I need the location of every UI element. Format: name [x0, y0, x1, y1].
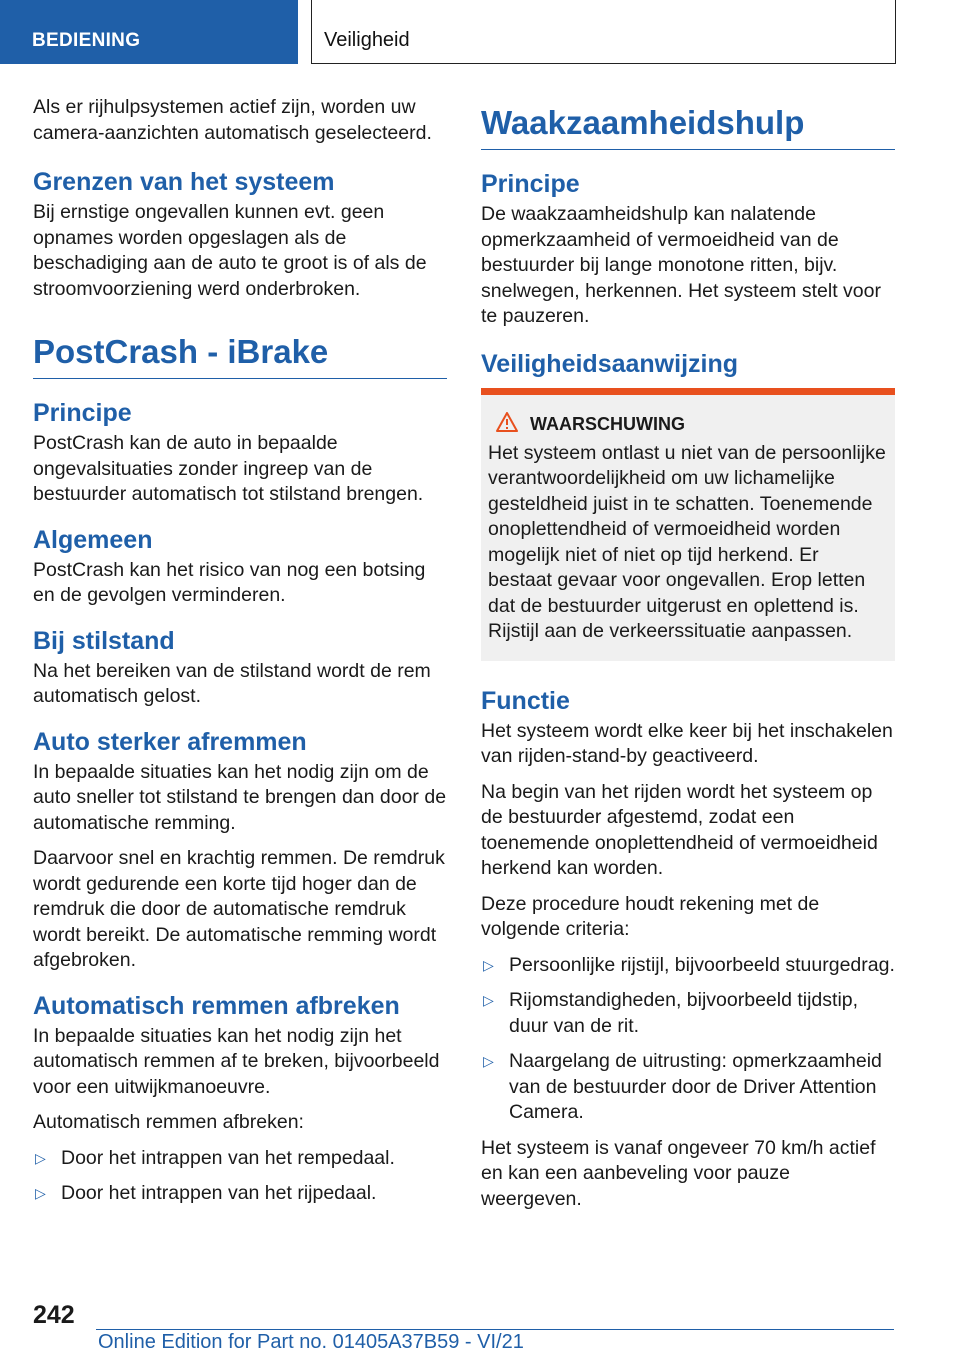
section-label: BEDIENING: [32, 30, 141, 51]
function-paragraph-3: Deze procedure houdt rekening met de volgende criteria:: [481, 892, 820, 940]
function-paragraph-2: Na begin van het rijden wordt het systeem op de bestuurder afgestemd, zodat een toenemende onoplettendheid of vermoeidheid herkend kan worden.: [481, 780, 878, 879]
criteria-list: [481, 953, 895, 1126]
list-item: ▷ Rijomstandigheden, bijvoorbeeld tijdstip, duur van de rit.: [483, 989, 859, 1037]
right-column: [481, 95, 895, 1222]
footer-rule: [96, 1329, 894, 1330]
warning-label: WAARSCHUWING: [530, 413, 685, 434]
warning-header: [488, 411, 887, 437]
triangle-right-outline-icon: ▷: [483, 992, 494, 1008]
list-item: ▷ Naargelang de uitrusting: opmerkzaamheid van de bestuurder door de Driver Attention Camera.: [483, 1050, 882, 1123]
triangle-right-outline-icon: ▷: [35, 1185, 46, 1201]
triangle-right-outline-icon: ▷: [483, 956, 494, 973]
function-paragraph-4: Het systeem is vanaf ongeveer 70 km/h actief en kan een aanbeveling voor pauze weergeven.: [481, 1136, 876, 1210]
limits-heading: Grenzen van het systeem: [33, 168, 335, 196]
principle-paragraph: PostCrash kan de auto in bepaalde ongevalsituaties zonder ingreep van de bestuurder automatisch tot stilstand brengen.: [33, 432, 424, 505]
abort-heading: Automatisch remmen afbreken: [33, 991, 400, 1020]
warning-text: Het systeem ontlast u niet van de persoonlijke verantwoordelijkheid om uw lichamelijke gesteldheid juist in te schatten. Toenemende onoplettendheid of vermoeidheid worden mogelijk niet of niet op tijd herkend. Er bestaat gevaar voor ongevallen. Erop letten dat de bestuurder uitgerust en oplettend is. Rijstijl aan de verkeerssituatie aanpassen.: [488, 441, 886, 642]
brake-harder-paragraph-2: Daarvoor snel en krachtig remmen. De remdruk wordt gedurende een korte tijd hoger dan de remdruk die door de automatische remdruk wordt bereikt. De automatische remming wordt afgebroken.: [33, 847, 445, 971]
brake-harder-heading: Auto sterker afremmen: [33, 727, 307, 756]
function-heading: Functie: [481, 686, 570, 715]
list-item: ▷ Door het intrappen van het rempedaal.: [33, 1146, 447, 1172]
postcrash-title-rule: [33, 378, 447, 379]
abort-list: [33, 1146, 447, 1207]
list-item: ▷ Door het intrappen van het rijpedaal.: [33, 1181, 447, 1207]
abort-paragraph-2: Automatisch remmen afbreken:: [33, 1111, 304, 1133]
list-item: ▷ Persoonlijke rijstijl, bijvoorbeeld stuurgedrag.: [481, 953, 895, 979]
triangle-right-outline-icon: ▷: [35, 1149, 46, 1166]
function-paragraph-1: Het systeem wordt elke keer bij het inschakelen van rijden-stand-by geactiveerd.: [481, 719, 893, 767]
waakzaamheidshulp-title: Waakzaamheidshulp: [481, 104, 805, 141]
left-column: [33, 95, 447, 1217]
standstill-paragraph: Na het bereiken van de stilstand wordt de rem automatisch gelost.: [33, 659, 431, 707]
topic-label: Veiligheid: [324, 29, 410, 51]
abort-paragraph-1: In bepaalde situaties kan het nodig zijn het automatisch remmen af te breken, bijvoorbeeld voor een uitwijkmanoeuvre.: [33, 1024, 440, 1098]
triangle-right-outline-icon: ▷: [483, 1053, 494, 1069]
brake-harder-paragraph-1: In bepaalde situaties kan het nodig zijn om de auto sneller tot stilstand te brengen dan door de automatische remming.: [33, 760, 447, 834]
section-tab: [0, 0, 298, 64]
warning-box: [481, 388, 895, 661]
general-paragraph: PostCrash kan het risico van nog een botsing en de gevolgen verminderen.: [33, 558, 426, 606]
topic-box: [311, 0, 896, 64]
page-number: 242: [33, 1301, 75, 1329]
limits-paragraph: Bij ernstige ongevallen kunnen evt. geen opnames worden opgeslagen als de beschadiging aan de auto te groot is of als de stroomvoorziening werd onderbroken.: [33, 201, 427, 300]
postcrash-title: PostCrash - iBrake: [33, 333, 329, 370]
warning-triangle-icon: [496, 412, 518, 432]
general-heading: Algemeen: [33, 525, 153, 554]
waakzaamheidshulp-title-rule: [481, 149, 895, 150]
right-principle-paragraph: De waakzaamheidshulp kan nalatende opmerkzaamheid of vermoeidheid van de bestuurder bij lange monotone ritten, bijv. snelwegen, herkennen. Het systeem stelt voor te pauzeren.: [481, 203, 881, 327]
intro-paragraph: Als er rijhulpsystemen actief zijn, worden uw camera-aanzichten automatisch geselecteerd.: [33, 96, 432, 144]
principle-heading: Principe: [33, 399, 132, 427]
right-principle-heading: Principe: [481, 170, 580, 198]
standstill-heading: Bij stilstand: [33, 626, 175, 655]
safety-heading: Veiligheidsaanwijzing: [481, 349, 739, 378]
edition-note: Online Edition for Part no. 01405A37B59 - VI/21: [98, 1331, 524, 1353]
